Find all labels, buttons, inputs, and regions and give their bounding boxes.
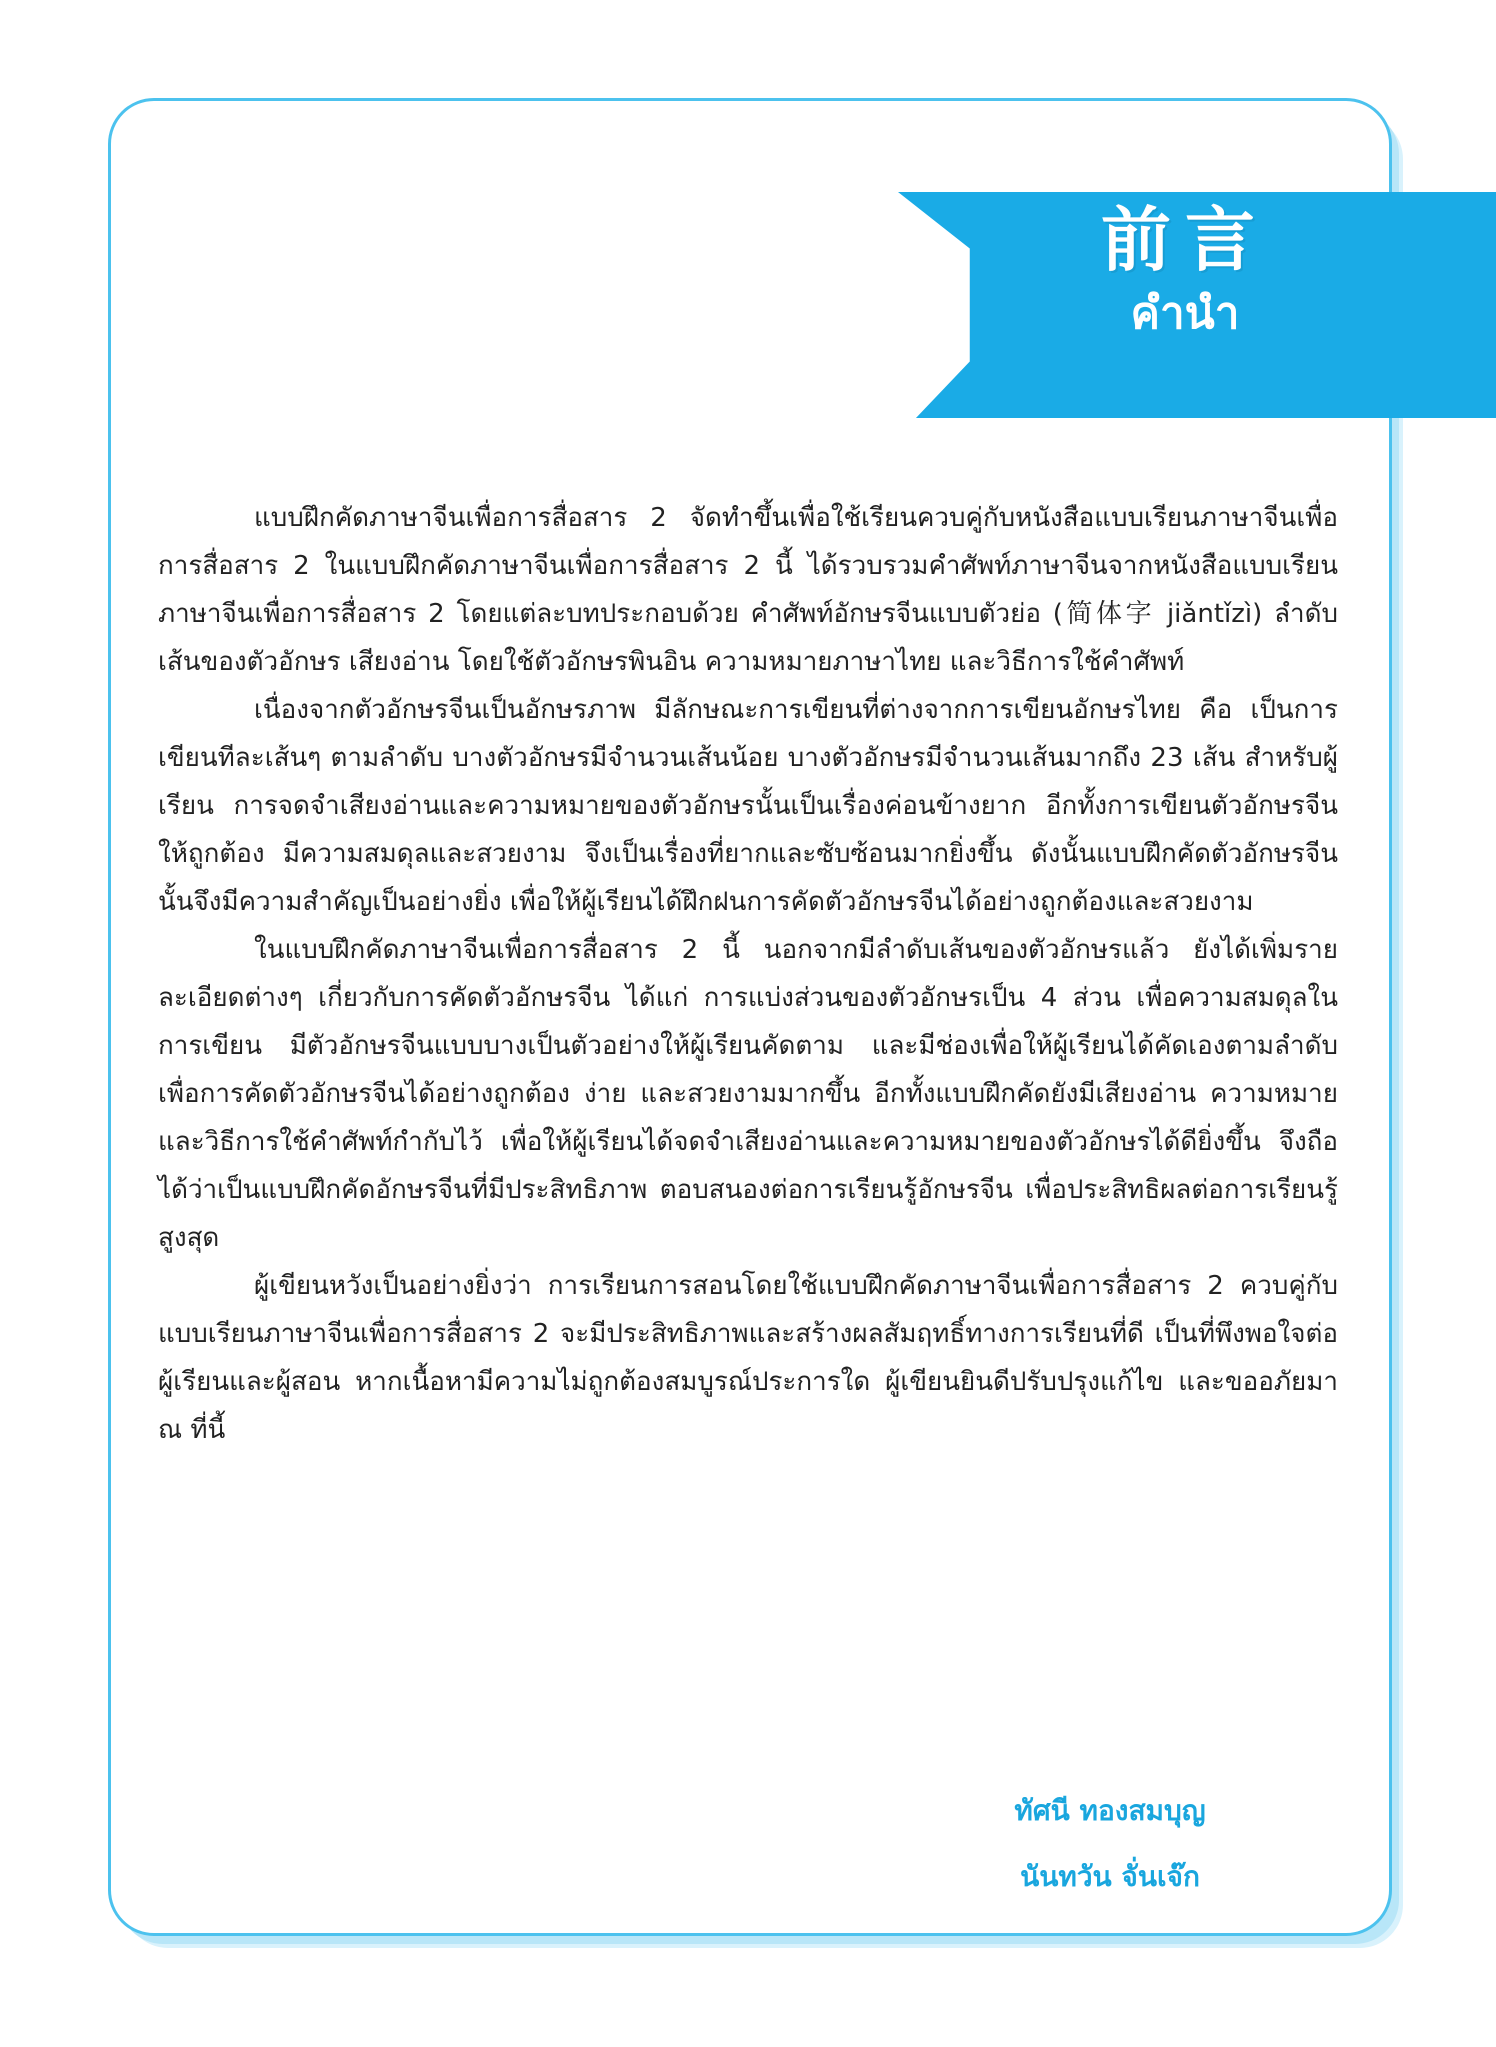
author-signature [960, 1778, 1260, 1910]
paragraph-1: แบบฝึกคัดภาษาจีนเพื่อการสื่อสาร 2 จัดทำขึ้นเพื่อใช้เรียนควบคู่กับหนังสือแบบเรียนภาษาจีนเพื่อการสื่อสาร 2 ในแบบฝึกคัดภาษาจีนเพื่อการสื่อสาร 2 นี้ ได้รวบรวมคำศัพท์ภาษาจีนจากหนังสือแบบเรียนภาษาจีนเพื่อการสื่อสาร 2 โดยแต่ละบทประกอบด้วย คำศัพท์อักษรจีนแบบตัวย่อ (简体字 jiǎntǐzì) ลำดับเส้นของตัวอักษร เสียงอ่าน โดยใช้ตัวอักษรพินอิน ความหมายภาษาไทย และวิธีการใช้คำศัพท์ [158, 503, 1338, 677]
page-title-chinese: 前言 [1101, 198, 1269, 281]
paragraph-2: เนื่องจากตัวอักษรจีนเป็นอักษรภาพ มีลักษณะการเขียนที่ต่างจากการเขียนอักษรไทย คือ เป็นการเขียนทีละเส้นๆ ตามลำดับ บางตัวอักษรมีจำนวนเส้นน้อย บางตัวอักษรมีจำนวนเส้นมากถึง 23 เส้น สำหรับผู้เรียน การจดจำเสียงอ่านและความหมายของตัวอักษรนั้นเป็นเรื่องค่อนข้างยาก อีกทั้งการเขียนตัวอักษรจีนให้ถูกต้อง มีความสมดุลและสวยงาม จึงเป็นเรื่องที่ยากและซับซ้อนมากยิ่งขึ้น ดังนั้นแบบฝึกคัดตัวอักษรจีนนั้นจึงมีความสำคัญเป็นอย่างยิ่ง เพื่อให้ผู้เรียนได้ฝึกฝนการคัดตัวอักษรจีนได้อย่างถูกต้องและสวยงาม [158, 695, 1338, 917]
title-block [1015, 196, 1355, 340]
paragraph-3: ในแบบฝึกคัดภาษาจีนเพื่อการสื่อสาร 2 นี้ นอกจากมีลำดับเส้นของตัวอักษรแล้ว ยังได้เพิ่มรายละเอียดต่างๆ เกี่ยวกับการคัดตัวอักษรจีน ได้แก่ การแบ่งส่วนของตัวอักษรเป็น 4 ส่วน เพื่อความสมดุลในการเขียน มีตัวอักษรจีนแบบบางเป็นตัวอย่างให้ผู้เรียนคัดตาม และมีช่องเพื่อให้ผู้เรียนได้คัดเองตามลำดับ เพื่อการคัดตัวอักษรจีนได้อย่างถูกต้อง ง่าย และสวยงามมากขึ้น อีกทั้งแบบฝึกคัดยังมีเสียงอ่าน ความหมาย และวิธีการใช้คำศัพท์กำกับไว้ เพื่อให้ผู้เรียนได้จดจำเสียงอ่านและความหมายของตัวอักษรได้ดียิ่งขึ้น จึงถือได้ว่าเป็นแบบฝึกคัดอักษรจีนที่มีประสิทธิภาพ ตอบสนองต่อการเรียนรู้อักษรจีน เพื่อประสิทธิผลต่อการเรียนรู้สูงสุด [158, 935, 1338, 1253]
author-name-1: ทัศนี ทองสมบุญ [1014, 1794, 1206, 1827]
paragraph-4: ผู้เขียนหวังเป็นอย่างยิ่งว่า การเรียนการสอนโดยใช้แบบฝึกคัดภาษาจีนเพื่อการสื่อสาร 2 ควบคู่กับแบบเรียนภาษาจีนเพื่อการสื่อสาร 2 จะมีประสิทธิภาพและสร้างผลสัมฤทธิ์ทางการเรียนที่ดี เป็นที่พึงพอใจต่อผู้เรียนและผู้สอน หากเนื้อหามีความไม่ถูกต้องสมบูรณ์ประการใด ผู้เขียนยินดีปรับปรุงแก้ไข และขออภัยมา ณ ที่นี้ [158, 1271, 1338, 1445]
preface-body [158, 494, 1338, 1454]
page-title-thai: คำนำ [1130, 287, 1240, 339]
author-name-2: นันทวัน จั่นเจ๊ก [1020, 1860, 1200, 1893]
